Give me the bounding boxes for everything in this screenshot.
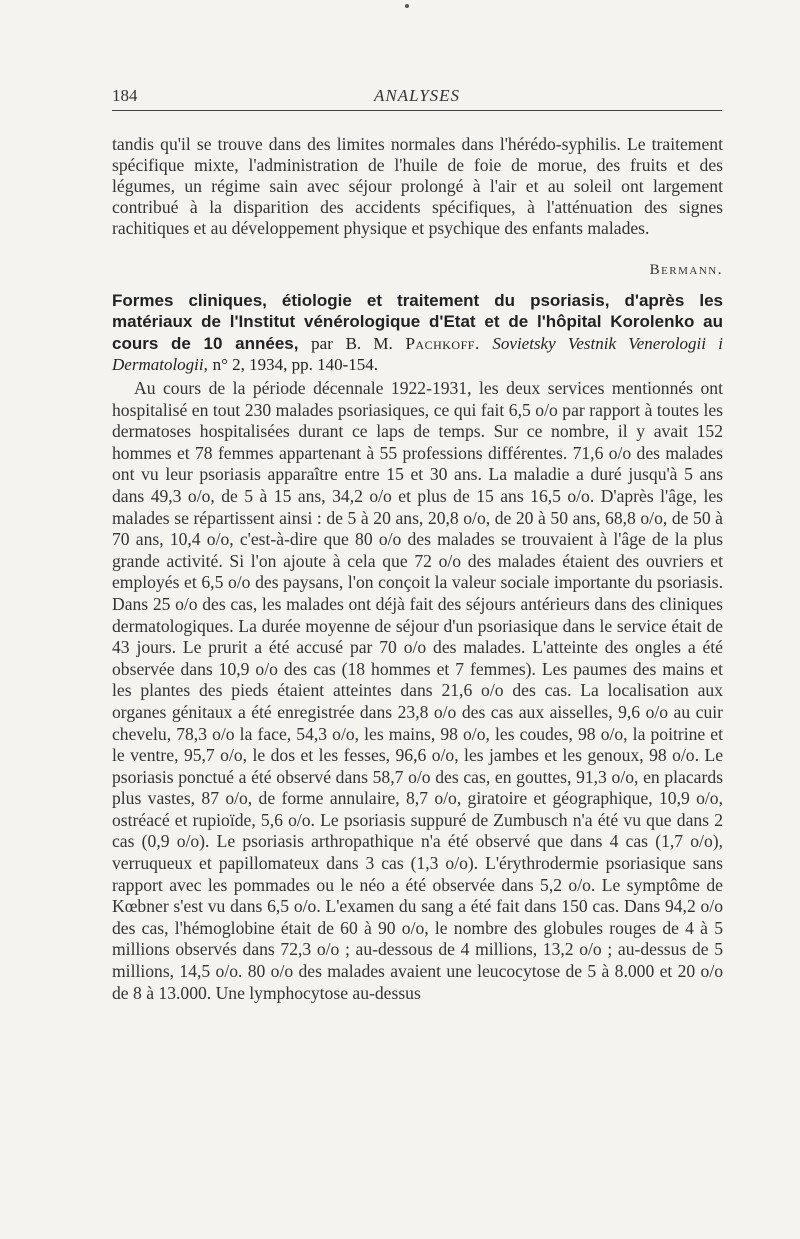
- page-number: 184: [112, 86, 138, 105]
- author-name: Pachkoff.: [405, 333, 480, 353]
- journal-name: Sovietsky Vestnik Venerologii i Dermatologii,: [112, 333, 723, 375]
- running-header: [112, 84, 722, 111]
- article-body: [112, 378, 723, 1004]
- print-speck: [405, 4, 409, 8]
- paragraph-previous-review: [112, 134, 723, 239]
- reviewer-signature: Bermann.: [649, 262, 723, 278]
- article-body-text: Au cours de la période décennale 1922-1931, les deux services mentionnés ont hospitalisé en tout 230 malades psoriasiques, ce qui fait 6,5 o/o par rapport à toutes les dermatoses hospitalisées durant ce laps de temps. Sur ce nombre, il y avait 152 hommes et 78 femmes appartenant à 55 professions différentes. 71,6 o/o des malades ont vu leur psoriasis apparaître entre 15 et 30 ans. La maladie a duré jusqu'à 5 ans dans 49,3 o/o, de 5 à 15 ans, 34,2 o/o et plus de 15 ans 16,5 o/o. D'après l'âge, les malades se répartissent ainsi : de 5 à 20 ans, 20,8 o/o, de 20 à 50 ans, 68,8 o/o, de 50 à 70 ans, 10,4 o/o, c'est-à-dire que 80 o/o des malades se trouvaient à l'âge de la plus grande activité. Si l'on ajoute à cela que 72 o/o des malades étaient des ouvriers et employés et 6,5 o/o des paysans, l'on conçoit la valeur sociale importante du psoriasis. Dans 25 o/o des cas, les malades ont déjà fait des séjours antérieurs dans des cliniques dermatologiques. La durée moyenne de séjour d'un psoriasique dans le service était de 43 jours. Le prurit a été accusé par 70 o/o des malades. L'atteinte des ongles a été observée dans 10,9 o/o des cas (18 hommes et 7 femmes). Les paumes des mains et les plantes des pieds étaient atteintes dans 21,6 o/o des cas. La localisation aux organes génitaux a été enregistrée dans 23,8 o/o des cas aux aisselles, 9,6 o/o au cuir chevelu, 78,3 o/o la face, 54,3 o/o, les mains, 98 o/o, les coudes, 98 o/o, la poitrine et le ventre, 95,7 o/o, le dos et les fesses, 96,6 o/o, les jambes et les genoux, 98 o/o. Le psoriasis ponctué a été observé dans 58,7 o/o des cas, en gouttes, 91,3 o/o, en placards plus vastes, 87 o/o, de forme annulaire, 8,7 o/o, giratoire et géographique, 10,9 o/o, ostréacé et rupioïde, 5,6 o/o. Le psoriasis suppuré de Zumbusch n'a été vu que dans 2 cas (0,9 o/o). Le psoriasis arthropathique n'a été observé que dans 4 cas (1,7 o/o), verruqueux et papillomateux dans 3 cas (1,3 o/o). L'érythrodermie psoriasique sans rapport avec les pommades ou le néo a été observée dans 5,2 o/o. Le symptôme de Kœbner s'est vu dans 6,5 o/o. L'examen du sang a été fait dans 150 cas. Dans 94,2 o/o des cas, l'hémoglobine était de 60 à 90 o/o, le nombre des globules rouges de 4 à 5 millions observés dans 72,3 o/o ; au-dessous de 4 millions, 13,2 o/o ; au-dessus de 5 millions, 14,5 o/o. 80 o/o des malades avaient une leucocytose de 5 à 8.000 et 20 o/o de 8 à 13.000. Une lymphocytose au-dessus: [112, 378, 723, 1003]
- article-title: Formes cliniques, étiologie et traitement du psoriasis, d'après les matériaux de l'Institut vénérologique d'Etat et de l'hôpital Korolenko au cours de 10 années,: [112, 291, 723, 353]
- by-word: par: [311, 333, 333, 353]
- author-initials: B. M.: [345, 333, 393, 353]
- running-title: ANALYSES: [373, 86, 461, 105]
- citation-details: n° 2, 1934, pp. 140-154.: [212, 355, 379, 375]
- article-heading: [112, 290, 723, 376]
- paragraph-text: tandis qu'il se trouve dans des limites normales dans l'hérédo-syphilis. Le traitement spécifique mixte, l'administration de l'huile de foie de morue, des fruits et des légumes, un régime sain avec séjour prolongé à l'air et au soleil ont largement contribué à la disparition des accidents spécifiques, à l'atténuation des signes rachitiques et au développement physique et psychique des enfants malades.: [112, 134, 723, 239]
